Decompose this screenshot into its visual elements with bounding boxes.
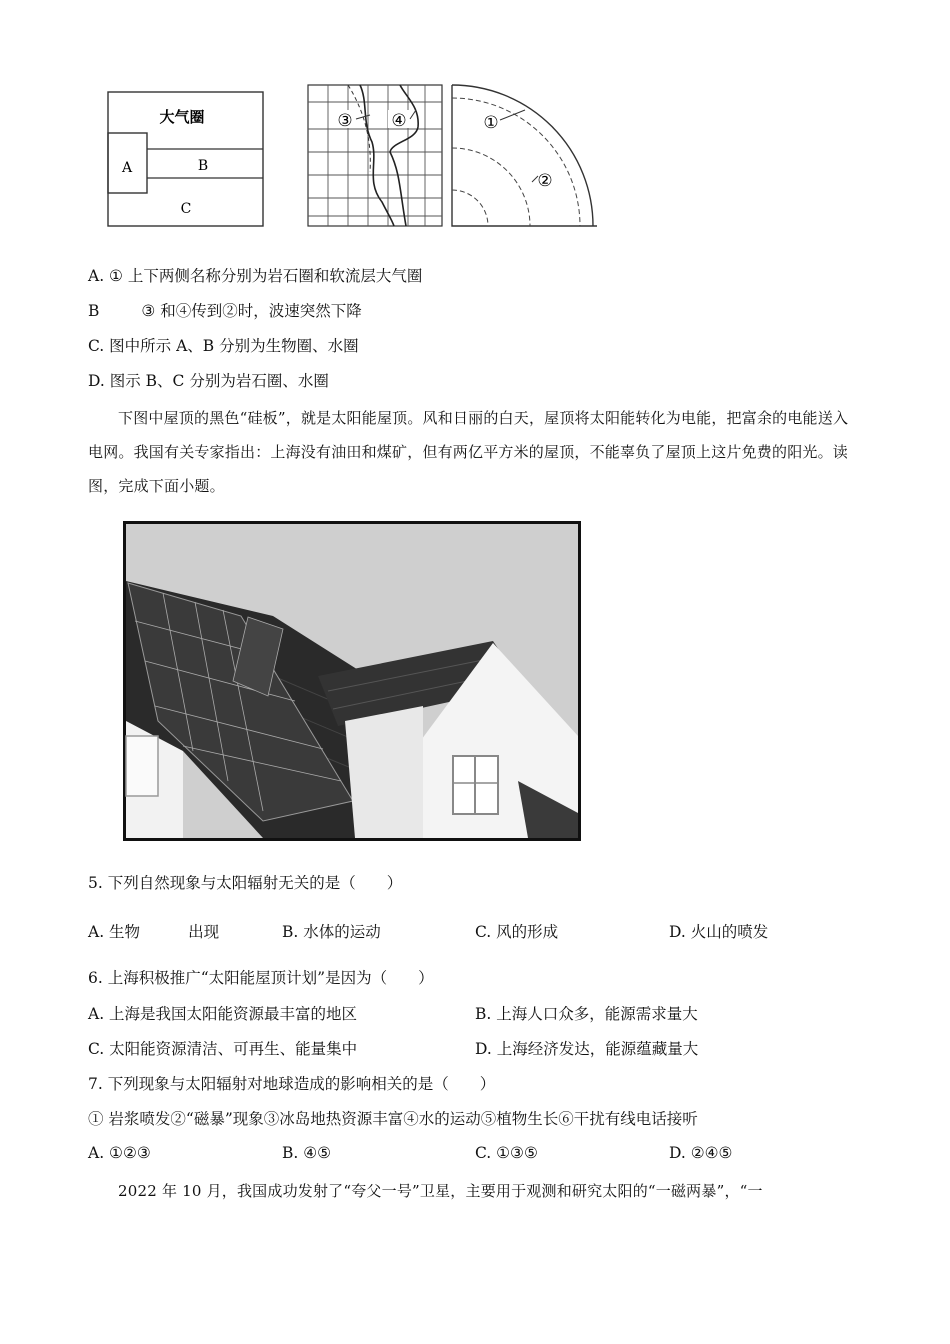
- q6-option-b: B. 上海人口众多，能源需求量大: [475, 1005, 698, 1023]
- q5-option-a-part2: 出现: [188, 923, 220, 941]
- q4-option-b: [88, 301, 362, 321]
- q5-option-d: D. 火山的喷发: [669, 923, 769, 941]
- passage-solar-roof: 下图中屋顶的黑色“硅板”，就是太阳能屋顶。风和日丽的白天，屋顶将太阳能转化为电能，把富余的电能送入电网。我国有关专家指出：上海没有油田和煤矿，但有两亿平方米的屋顶，不能辜负了屋顶上这片免费的阳光。读图，完成下面小题。: [88, 409, 849, 495]
- q4-option-c: C. 图中所示 A、B 分别为生物圈、水圈: [88, 337, 359, 355]
- label-4: ④: [391, 111, 407, 131]
- q7-option-c: C. ①③⑤: [475, 1144, 538, 1162]
- q5-option-a: [88, 922, 219, 942]
- label-1: ①: [483, 113, 499, 133]
- atmosphere-box: [108, 92, 263, 226]
- q6-option-a: A. 上海是我国太阳能资源最丰富的地区: [88, 1005, 358, 1023]
- label-3: ③: [337, 111, 353, 131]
- atmosphere-title: 大气圈: [159, 108, 205, 126]
- q7-stem: 7. 下列现象与太阳辐射对地球造成的影响相关的是（ ）: [88, 1075, 496, 1093]
- seismic-grid: [308, 85, 442, 226]
- spheres-diagram: [100, 82, 610, 232]
- earth-quadrant: [452, 85, 597, 226]
- q6-option-c: C. 太阳能资源清洁、可再生、能量集中: [88, 1040, 358, 1058]
- q6-option-d: D. 上海经济发达，能源蕴藏量大: [475, 1040, 699, 1058]
- q4-option-a: A. ① 上下两侧名称分别为岩石圈和软流层大气圈: [88, 267, 423, 285]
- q5-option-c: C. 风的形成: [475, 923, 559, 941]
- q7-option-b: B. ④⑤: [282, 1144, 332, 1162]
- q7-option-a: A. ①②③: [88, 1144, 151, 1162]
- solar-roof-photo: [123, 521, 581, 841]
- q5-stem: 5. 下列自然现象与太阳辐射无关的是（ ）: [88, 874, 403, 892]
- q5-option-a-part1: A. 生物: [88, 923, 141, 941]
- label-b: B: [197, 158, 209, 174]
- q4-option-b-text: ③ 和④传到②时，波速突然下降: [141, 302, 362, 320]
- q7-option-d: D. ②④⑤: [669, 1144, 733, 1162]
- q4-option-b-letter: B: [88, 302, 100, 320]
- q4-option-d: D. 图示 B、C 分别为岩石圈、水圈: [88, 372, 329, 390]
- q7-items: ① 岩浆喷发②“磁暴”现象③冰岛地热资源丰富④水的运动⑤植物生长⑥干扰有线电话接听: [88, 1110, 698, 1128]
- q6-stem: 6. 上海积极推广“太阳能屋顶计划”是因为（ ）: [88, 969, 434, 987]
- label-c: C: [180, 201, 192, 217]
- label-a: A: [121, 160, 133, 176]
- label-2: ②: [537, 171, 553, 191]
- passage-kuafu: 2022 年 10 月，我国成功发射了“夸父一号”卫星，主要用于观测和研究太阳的“一磁两暴”，“一: [118, 1182, 763, 1200]
- q5-option-b: B. 水体的运动: [282, 923, 381, 941]
